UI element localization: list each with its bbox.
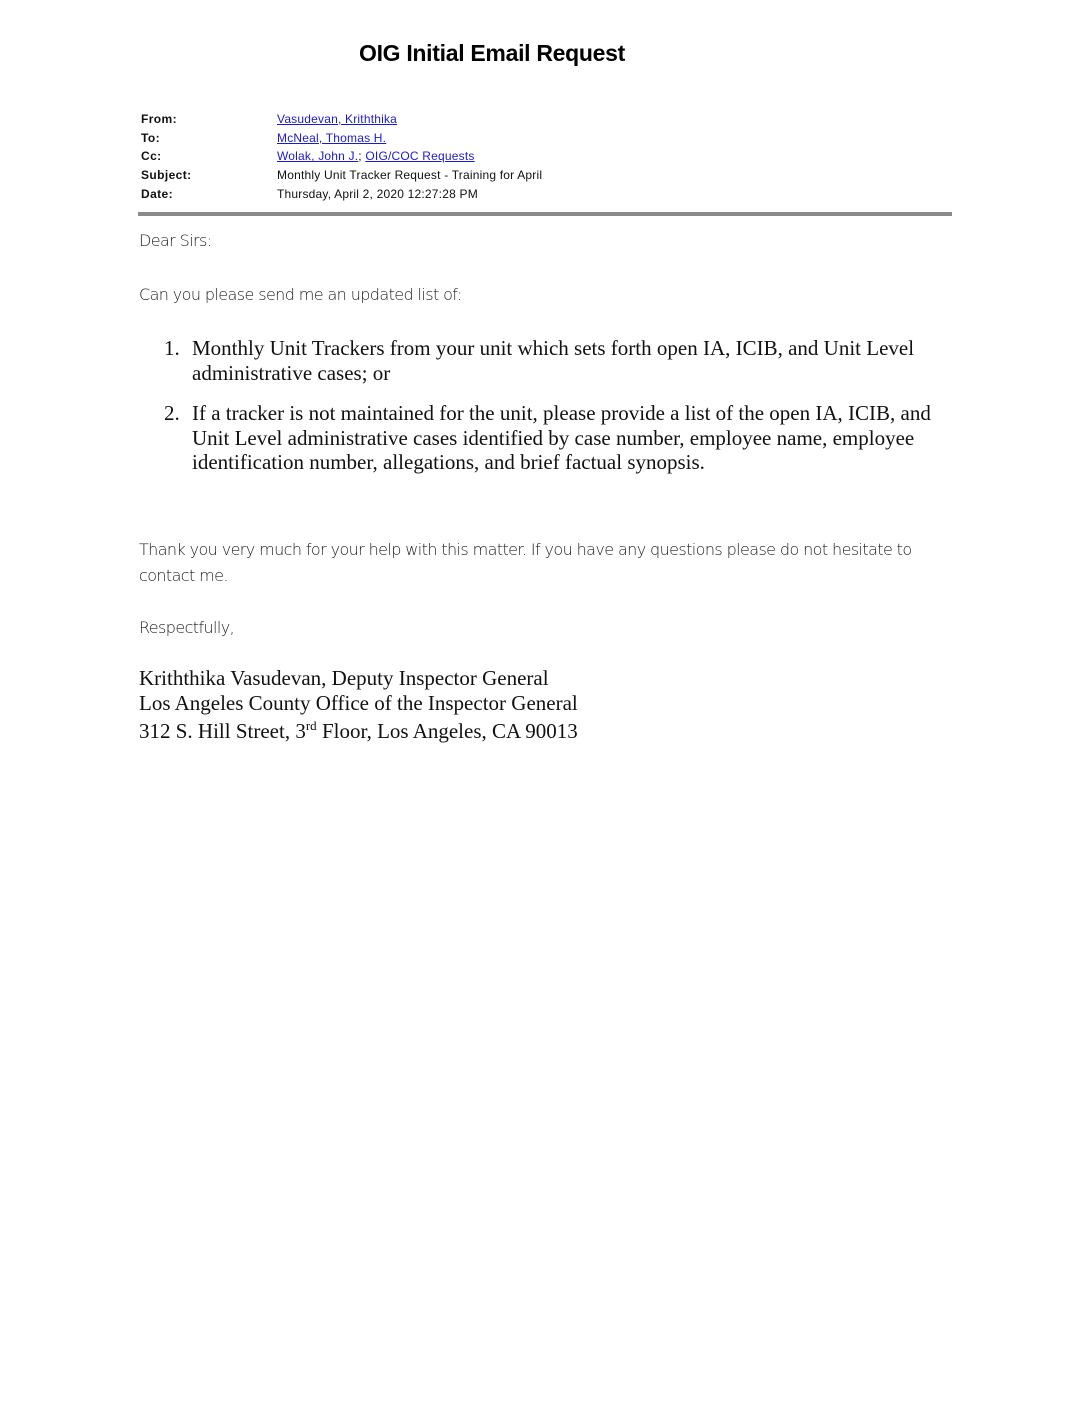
cc-link-1[interactable]: Wolak, John J.: [277, 149, 359, 164]
address-part-1: 312 S. Hill Street, 3: [139, 719, 306, 743]
from-value: [277, 110, 397, 129]
cc-link-2[interactable]: OIG/COC Requests: [365, 149, 475, 164]
request-list: [160, 336, 960, 491]
cc-label: Cc:: [141, 149, 162, 164]
signature-block: [139, 666, 578, 744]
address-ordinal: rd: [305, 718, 317, 733]
date-label: Date:: [141, 186, 174, 201]
request-item: [160, 401, 960, 475]
subject-label: Subject:: [141, 168, 192, 183]
signature-name: Kriththika Vasudevan, Deputy Inspector General: [139, 666, 549, 690]
subject-value: Monthly Unit Tracker Request - Training for April: [277, 168, 543, 183]
to-link[interactable]: McNeal, Thomas H.: [277, 130, 387, 145]
closing: Respectfully,: [139, 618, 235, 637]
request-text: If a tracker is not maintained for the unit, please provide a list of the open IA, ICIB, and Unit Level administrative cases identified by case number, employee name, employee identification number, allegations, and brief factual synopsis.: [192, 401, 931, 474]
to-label: To:: [141, 130, 160, 145]
signature-address: [139, 719, 578, 744]
intro-text: Can you please send me an updated list of:: [139, 285, 462, 304]
cc-separator: ;: [358, 149, 362, 164]
request-text: Monthly Unit Trackers from your unit which sets forth open IA, ICIB, and Unit Level administrative cases; or: [192, 336, 915, 385]
document-title: OIG Initial Email Request: [358, 40, 625, 66]
request-number: 1.: [164, 336, 180, 360]
greeting: Dear Sirs:: [139, 231, 212, 250]
to-value: [277, 129, 386, 148]
request-number: 2.: [164, 401, 180, 425]
signature-office: Los Angeles County Office of the Inspector General: [139, 690, 578, 715]
header-divider: [138, 212, 952, 216]
cc-value: [277, 147, 475, 166]
request-item: [160, 336, 960, 385]
thanks-paragraph: Thank you very much for your help with this matter. If you have any questions please do not hesitate to contact me.: [139, 540, 912, 585]
address-part-2: Floor, Los Angeles, CA 90013: [316, 719, 578, 743]
date-value: Thursday, April 2, 2020 12:27:28 PM: [277, 186, 478, 201]
from-link[interactable]: Vasudevan, Kriththika: [277, 112, 398, 126]
from-label: From:: [141, 112, 177, 126]
